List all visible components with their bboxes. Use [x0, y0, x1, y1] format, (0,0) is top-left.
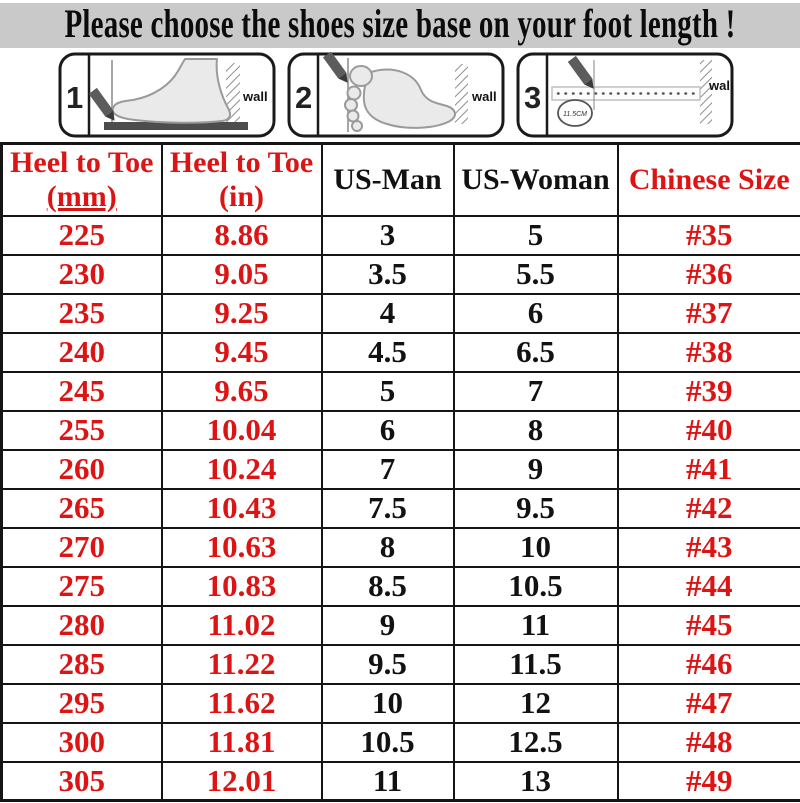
size-cell: 9.5: [322, 645, 454, 684]
step-number: 2: [295, 80, 312, 115]
size-cell: 9.05: [162, 255, 322, 294]
size-row: [2, 606, 800, 645]
size-cell: 6.5: [454, 333, 618, 372]
size-cell: 10.04: [162, 411, 322, 450]
header-line: US-Woman: [455, 163, 617, 197]
size-cell: 275: [2, 567, 162, 606]
size-cell: 8.86: [162, 216, 322, 255]
step-1-panel: [58, 52, 276, 138]
size-cell: 260: [2, 450, 162, 489]
measurement-steps: [58, 52, 800, 138]
size-cell: 240: [2, 333, 162, 372]
toe: [345, 99, 357, 111]
page-title: Please choose the shoes size base on your foot length !: [65, 3, 736, 49]
size-cell: 295: [2, 684, 162, 723]
toe: [348, 111, 359, 122]
header-line: (mm): [3, 180, 161, 214]
size-cell: 5: [454, 216, 618, 255]
size-row: [2, 216, 800, 255]
wall-label: wall: [471, 89, 497, 104]
size-cell: 230: [2, 255, 162, 294]
size-cell: 11.5: [454, 645, 618, 684]
size-cell: 8: [454, 411, 618, 450]
size-cell: 7: [322, 450, 454, 489]
size-cell: 12: [454, 684, 618, 723]
size-row: [2, 372, 800, 411]
size-cell: 10: [454, 528, 618, 567]
size-row: [2, 450, 800, 489]
toe: [352, 121, 362, 131]
size-cell: 3.5: [322, 255, 454, 294]
size-cell: 9.5: [454, 489, 618, 528]
size-cell: #43: [618, 528, 800, 567]
toe: [348, 87, 361, 100]
size-cell: 255: [2, 411, 162, 450]
size-cell: #46: [618, 645, 800, 684]
size-cell: 235: [2, 294, 162, 333]
header-line: US-Man: [323, 163, 453, 197]
column-header-chinese-size: [618, 144, 800, 216]
size-row: [2, 411, 800, 450]
size-cell: 8: [322, 528, 454, 567]
size-row: [2, 723, 800, 762]
big-toe: [350, 66, 372, 86]
column-header-heel-toe-mm: [2, 144, 162, 216]
size-row: [2, 333, 800, 372]
size-cell: 9.25: [162, 294, 322, 333]
header-line: Heel to Toe: [163, 146, 321, 180]
size-cell: 4.5: [322, 333, 454, 372]
size-cell: 300: [2, 723, 162, 762]
size-row: [2, 294, 800, 333]
size-row: [2, 684, 800, 723]
size-cell: 7: [454, 372, 618, 411]
size-cell: 6: [322, 411, 454, 450]
size-cell: 10.24: [162, 450, 322, 489]
size-cell: 10.5: [454, 567, 618, 606]
size-cell: 4: [322, 294, 454, 333]
size-cell: 10.83: [162, 567, 322, 606]
size-cell: 11: [322, 762, 454, 801]
size-cell: #39: [618, 372, 800, 411]
size-cell: 3: [322, 216, 454, 255]
header-row: [2, 144, 800, 216]
size-cell: #38: [618, 333, 800, 372]
size-cell: #41: [618, 450, 800, 489]
header-line: Chinese Size: [619, 163, 800, 197]
size-cell: 10.43: [162, 489, 322, 528]
size-cell: 10.5: [322, 723, 454, 762]
size-cell: 9: [454, 450, 618, 489]
step-number: 1: [66, 80, 83, 115]
size-cell: #45: [618, 606, 800, 645]
size-cell: #42: [618, 489, 800, 528]
size-cell: 225: [2, 216, 162, 255]
wall-hatch-icon: [455, 64, 468, 124]
size-cell: 11: [454, 606, 618, 645]
size-cell: 265: [2, 489, 162, 528]
size-cell: #44: [618, 567, 800, 606]
size-cell: #35: [618, 216, 800, 255]
size-cell: 9.65: [162, 372, 322, 411]
size-cell: 11.62: [162, 684, 322, 723]
step-3-panel: [516, 52, 734, 138]
size-cell: 11.02: [162, 606, 322, 645]
size-cell: 280: [2, 606, 162, 645]
size-row: [2, 762, 800, 801]
size-row: [2, 567, 800, 606]
size-cell: #47: [618, 684, 800, 723]
size-cell: 9: [322, 606, 454, 645]
size-cell: #37: [618, 294, 800, 333]
size-row: [2, 528, 800, 567]
wall-label: wall: [708, 78, 734, 93]
title-banner: [0, 3, 800, 48]
size-row: [2, 255, 800, 294]
size-cell: 11.22: [162, 645, 322, 684]
size-cell: 12.5: [454, 723, 618, 762]
size-chart-table: [0, 142, 800, 802]
column-header-us-man: [322, 144, 454, 216]
size-cell: 11.81: [162, 723, 322, 762]
wall-label: wall: [242, 89, 268, 104]
header-line: Heel to Toe: [3, 146, 161, 180]
size-cell: 305: [2, 762, 162, 801]
size-cell: #40: [618, 411, 800, 450]
size-cell: 10: [322, 684, 454, 723]
size-cell: #49: [618, 762, 800, 801]
size-row: [2, 645, 800, 684]
size-cell: 5: [322, 372, 454, 411]
size-cell: 10.63: [162, 528, 322, 567]
header-line: (in): [163, 180, 321, 214]
ruler-length-label: 11.5CM: [563, 111, 587, 118]
size-cell: 7.5: [322, 489, 454, 528]
size-cell: 5.5: [454, 255, 618, 294]
column-header-us-woman: [454, 144, 618, 216]
size-cell: 8.5: [322, 567, 454, 606]
size-cell: 6: [454, 294, 618, 333]
size-cell: 9.45: [162, 333, 322, 372]
size-cell: 12.01: [162, 762, 322, 801]
column-header-heel-toe-in: [162, 144, 322, 216]
size-cell: #36: [618, 255, 800, 294]
size-cell: #48: [618, 723, 800, 762]
size-cell: 13: [454, 762, 618, 801]
size-cell: 270: [2, 528, 162, 567]
step-2-panel: [287, 52, 505, 138]
size-row: [2, 489, 800, 528]
step-number: 3: [524, 80, 541, 115]
size-cell: 245: [2, 372, 162, 411]
size-cell: 285: [2, 645, 162, 684]
